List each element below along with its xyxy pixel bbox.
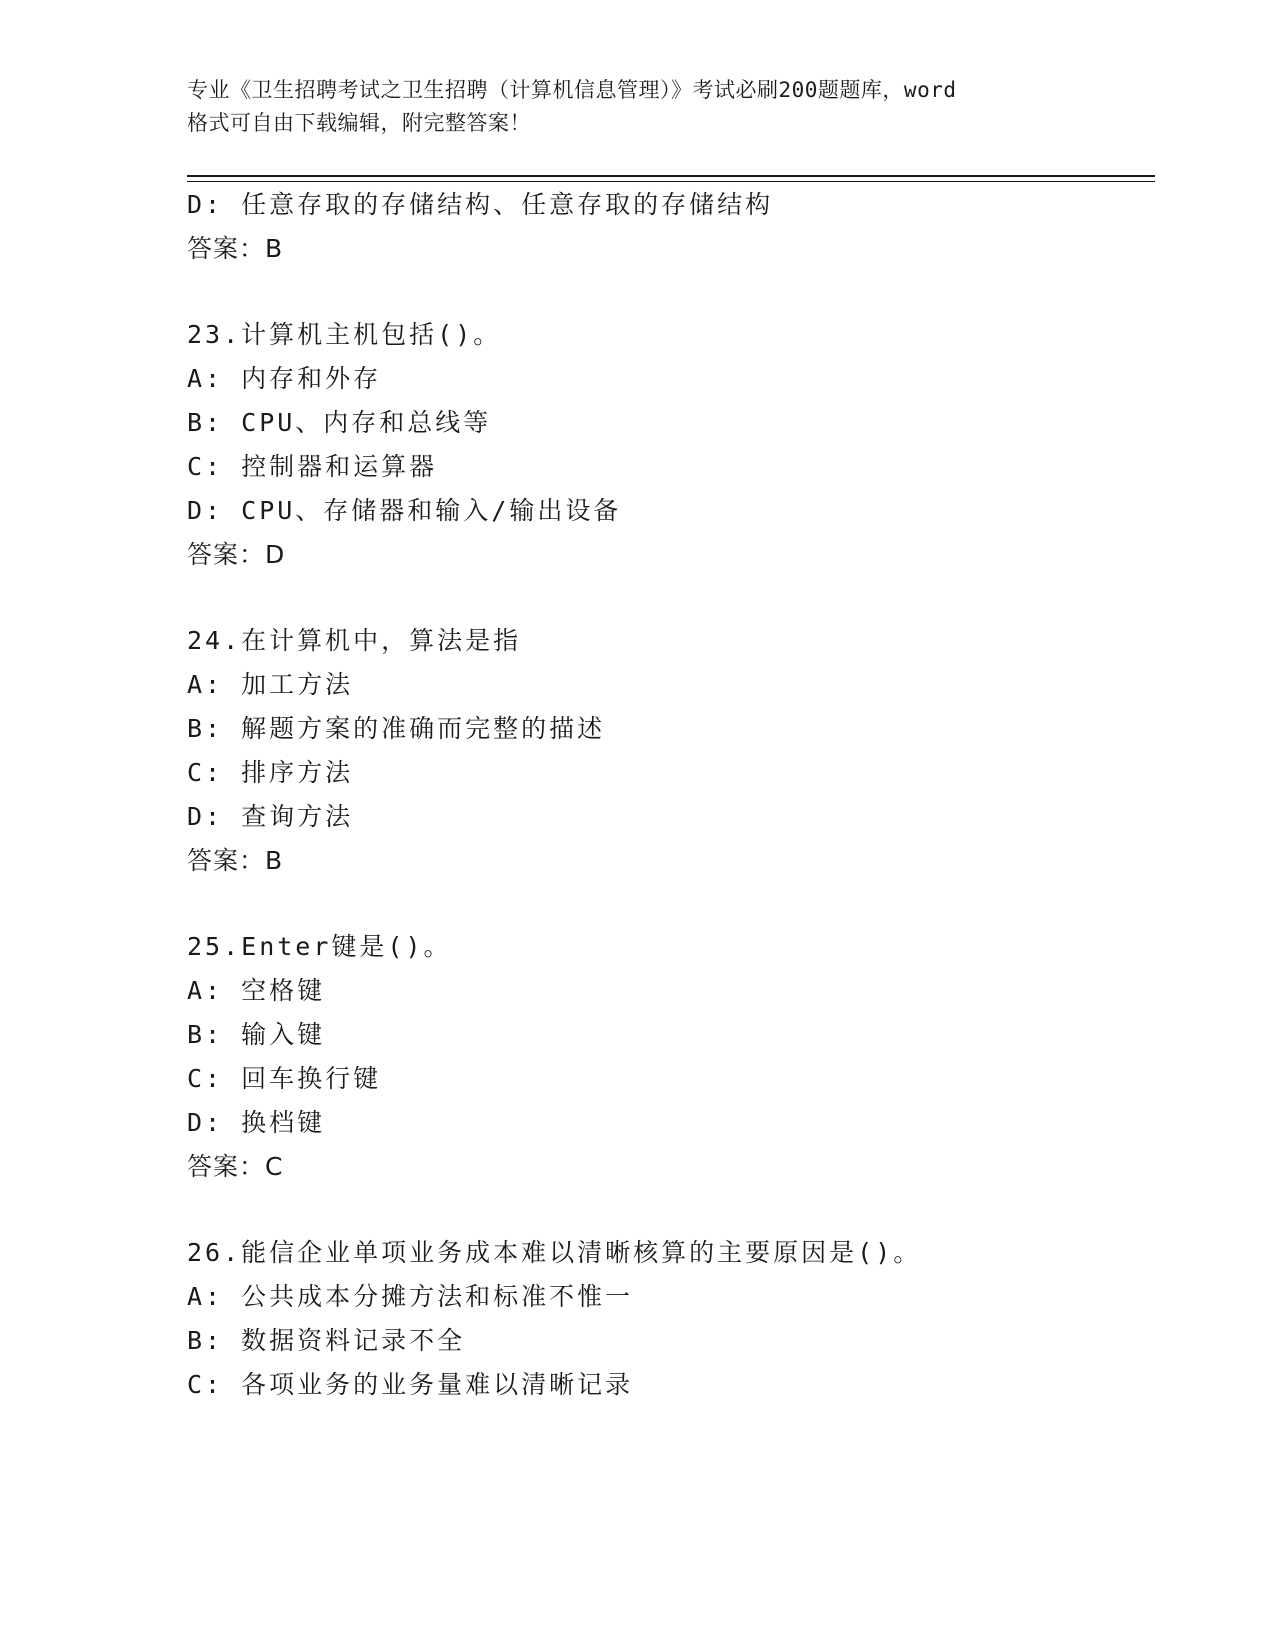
- question-26-stem: 26.能信企业单项业务成本难以清晰核算的主要原因是()。: [187, 1238, 922, 1267]
- question-24-answer: 答案：B: [187, 846, 284, 875]
- prev-answer: 答案：B: [187, 234, 284, 263]
- question-24-option-b: B: 解题方案的准确而完整的描述: [187, 714, 606, 743]
- question-25-option-a: A: 空格键: [187, 976, 326, 1005]
- question-24-option-c: C: 排序方法: [187, 758, 354, 787]
- question-24-stem: 24.在计算机中，算法是指: [187, 626, 522, 655]
- question-23-option-b: B: CPU、内存和总线等: [187, 408, 492, 437]
- question-23-answer: 答案：D: [187, 540, 286, 569]
- question-23-option-c: C: 控制器和运算器: [187, 452, 438, 481]
- question-25-option-d: D: 换档键: [187, 1108, 326, 1137]
- document-header: [187, 74, 1087, 140]
- question-26-option-a: A: 公共成本分摊方法和标准不惟一: [187, 1282, 634, 1311]
- question-23-stem: 23.计算机主机包括()。: [187, 320, 502, 349]
- header-line-2: 格式可自由下载编辑，附完整答案！: [187, 111, 531, 135]
- question-26-option-b: B: 数据资料记录不全: [187, 1326, 466, 1355]
- question-25-option-c: C: 回车换行键: [187, 1064, 382, 1093]
- question-25-answer: 答案：C: [187, 1152, 284, 1181]
- question-23-option-d: D: CPU、存储器和输入/输出设备: [187, 496, 622, 525]
- header-divider-thin: [187, 181, 1155, 182]
- question-25-stem: 25.Enter键是()。: [187, 932, 452, 961]
- prev-option-d: D: 任意存取的存储结构、任意存取的存储结构: [187, 190, 774, 219]
- header-line-1: 专业《卫生招聘考试之卫生招聘（计算机信息管理）》考试必刷200题题库，word: [187, 78, 957, 102]
- question-23-option-a: A: 内存和外存: [187, 364, 382, 393]
- header-divider-thick: [187, 175, 1155, 177]
- question-24-option-a: A: 加工方法: [187, 670, 354, 699]
- question-25-option-b: B: 输入键: [187, 1020, 326, 1049]
- question-24-option-d: D: 查询方法: [187, 802, 354, 831]
- question-26-option-c: C: 各项业务的业务量难以清晰记录: [187, 1370, 634, 1399]
